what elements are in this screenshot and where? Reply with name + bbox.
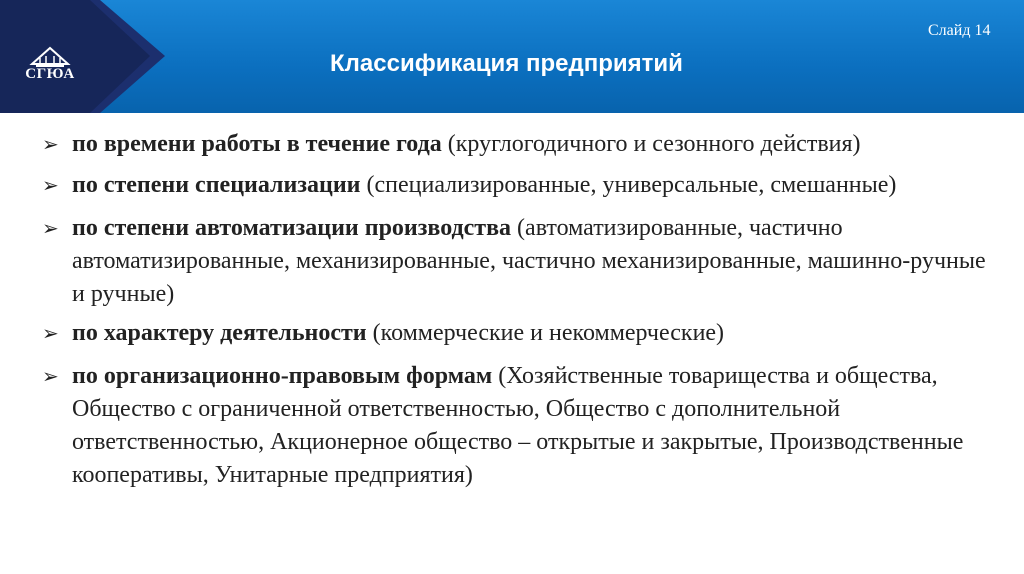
slide-number: Слайд 14: [928, 22, 991, 39]
bullet-text: (коммерческие и некоммерческие): [366, 320, 725, 346]
bullet-item: [40, 169, 1000, 202]
bullet-text: (автоматизированные, частично автоматизированные, механизированные, частично механизированные, машинно-ручные и ручные): [72, 215, 986, 307]
bullet-item: [40, 360, 1000, 492]
bullet-text: (круглогодичного и сезонного действия): [441, 131, 861, 157]
bullet-list: [40, 128, 1000, 492]
arrow-bullet-icon: ➢: [42, 173, 59, 197]
bullet-keyword: по степени специализации: [72, 172, 361, 198]
bullet-item: [40, 212, 1000, 311]
arrow-bullet-icon: ➢: [42, 216, 59, 240]
bullet-item: [40, 128, 1000, 161]
arrow-bullet-icon: ➢: [42, 364, 59, 388]
bullet-item: [40, 317, 1000, 350]
bullet-keyword: по организационно-правовым формам: [72, 363, 493, 389]
header-bar: [0, 0, 1024, 113]
bullet-keyword: по характеру деятельности: [72, 320, 367, 346]
bullet-keyword: по степени автоматизации производства: [72, 215, 512, 241]
bullet-text: (специализированные, универсальные, смешанные): [360, 172, 897, 198]
sgua-logo-icon: [18, 40, 82, 92]
logo-text: СГЮА: [25, 66, 75, 82]
bullet-text: (Хозяйственные товарищества и общества, Общество с ограниченной ответственностью, Общество с дополнительной ответственностью, Акционерное общество – открытые и закрытые, Производственные кооперативы, Унитарные предприятия): [72, 363, 964, 488]
slide-title: Классификация предприятий: [330, 50, 683, 77]
bullet-keyword: по времени работы в течение года: [72, 131, 442, 157]
arrow-bullet-icon: ➢: [42, 321, 59, 345]
arrow-bullet-icon: ➢: [42, 132, 59, 156]
